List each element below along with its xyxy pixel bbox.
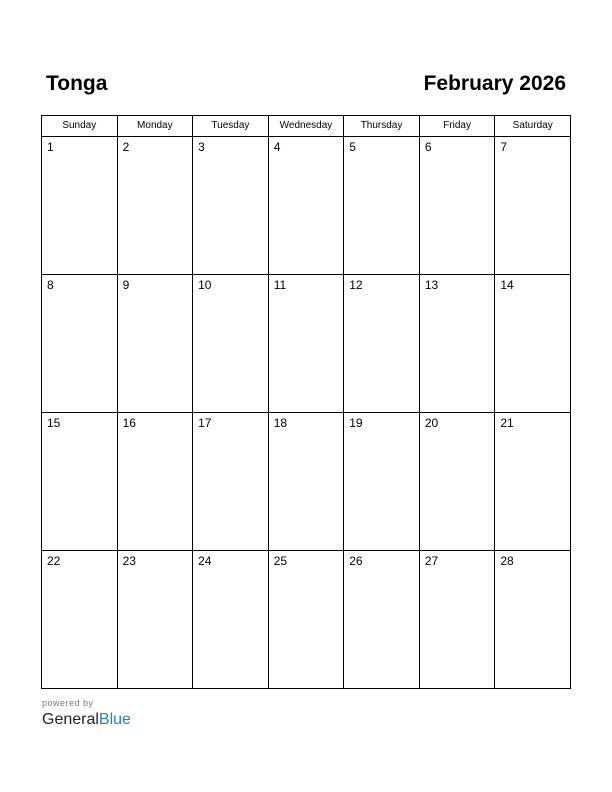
day-cell xyxy=(117,551,193,689)
day-number: 25 xyxy=(273,554,288,568)
brand-blue-text: Blue xyxy=(98,711,131,728)
day-cell xyxy=(42,275,118,413)
month-year-title: February 2026 xyxy=(423,72,566,95)
weekday-wednesday: Wednesday xyxy=(268,116,344,137)
day-number: 7 xyxy=(500,140,508,154)
day-cell xyxy=(344,413,420,551)
day-cell xyxy=(419,413,495,551)
day-number: 23 xyxy=(122,554,136,568)
day-number: 4 xyxy=(273,140,281,154)
day-number: 21 xyxy=(500,416,514,430)
day-cell xyxy=(117,137,193,275)
day-number: 28 xyxy=(500,554,514,568)
day-cell xyxy=(495,137,571,275)
day-number: 18 xyxy=(273,416,288,430)
day-cell xyxy=(344,275,420,413)
weekday-tuesday: Tuesday xyxy=(193,116,269,137)
footer-branding xyxy=(42,698,131,730)
day-cell xyxy=(193,551,269,689)
weekday-monday: Monday xyxy=(117,116,193,137)
day-cell xyxy=(495,551,571,689)
day-cell xyxy=(193,413,269,551)
day-cell xyxy=(419,137,495,275)
day-cell xyxy=(268,551,344,689)
day-number: 15 xyxy=(47,416,61,430)
day-cell xyxy=(495,275,571,413)
week-row xyxy=(42,551,571,689)
week-row xyxy=(42,137,571,275)
day-cell xyxy=(42,551,118,689)
day-cell xyxy=(268,413,344,551)
day-number: 24 xyxy=(198,554,212,568)
day-number: 26 xyxy=(349,554,363,568)
day-cell xyxy=(344,137,420,275)
day-cell xyxy=(268,275,344,413)
day-number: 9 xyxy=(122,278,130,292)
day-cell xyxy=(193,275,269,413)
day-number: 14 xyxy=(500,278,514,292)
day-number: 20 xyxy=(424,416,439,430)
day-number: 13 xyxy=(424,278,439,292)
day-cell xyxy=(268,137,344,275)
day-number: 19 xyxy=(349,416,363,430)
day-number: 8 xyxy=(47,278,54,292)
day-cell xyxy=(42,137,118,275)
day-cell xyxy=(42,413,118,551)
day-number: 17 xyxy=(198,416,212,430)
week-row xyxy=(42,275,571,413)
day-cell xyxy=(117,413,193,551)
day-number: 6 xyxy=(424,140,432,154)
day-number: 5 xyxy=(349,140,356,154)
brand-logo[interactable] xyxy=(42,710,131,730)
day-cell xyxy=(419,275,495,413)
day-number: 3 xyxy=(198,140,205,154)
calendar-grid xyxy=(41,115,571,689)
day-number: 2 xyxy=(122,140,130,154)
day-number: 1 xyxy=(47,140,54,154)
country-title: Tonga xyxy=(46,72,108,95)
day-number: 27 xyxy=(424,554,439,568)
day-number: 12 xyxy=(349,278,363,292)
day-cell xyxy=(344,551,420,689)
weekday-sunday: Sunday xyxy=(42,116,118,137)
day-cell xyxy=(419,551,495,689)
day-cell xyxy=(117,275,193,413)
powered-by-text: powered by xyxy=(42,698,94,708)
weekday-header-row xyxy=(42,116,571,137)
day-number: 16 xyxy=(122,416,136,430)
weekday-friday: Friday xyxy=(419,116,495,137)
week-row xyxy=(42,413,571,551)
day-cell xyxy=(495,413,571,551)
day-number: 11 xyxy=(273,278,287,292)
brand-general-text: General xyxy=(42,711,99,728)
day-number: 22 xyxy=(47,554,61,568)
weekday-thursday: Thursday xyxy=(344,116,420,137)
day-cell xyxy=(193,137,269,275)
weekday-saturday: Saturday xyxy=(495,116,571,137)
day-number: 10 xyxy=(198,278,212,292)
